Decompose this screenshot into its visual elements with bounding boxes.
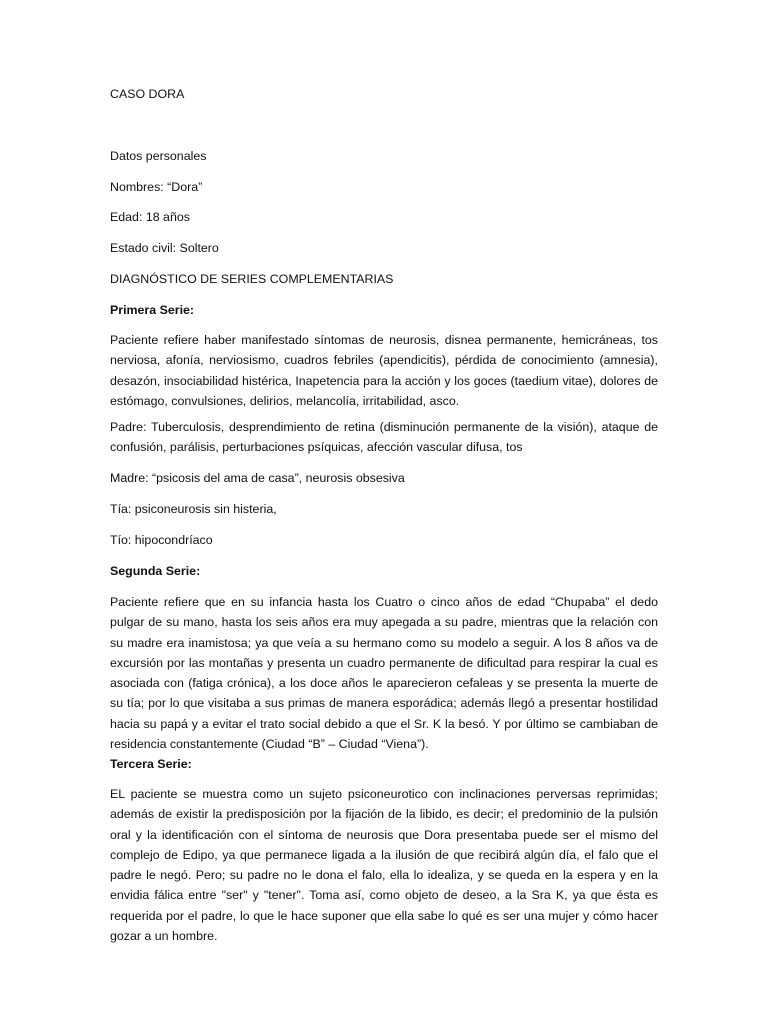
- document-title: CASO DORA: [110, 87, 185, 101]
- personal-data-heading: Datos personales: [110, 149, 207, 163]
- series2-paragraph: Paciente refiere que en su infancia hasta los Cuatro o cinco años de edad “Chupaba” el dedo pulgar de su mano, hasta los seis años era muy apegada a su padre, mientras que la relación con su madre era inamistosa; ya que veía a su hermano como su modelo a seguir. A los 8 años va de excursión por las montañas y presenta un cuadro permanente de dificultad para respirar la cual es asociada con (fatiga crónica), a los doce años le aparecieron cefaleas y se presenta la muerte de su tía; por lo que visitaba a sus primas de manera esporádica; además llegó a presentar hostilidad hacia su papá y a evitar el trato social debido a que el Sr. K la besó. Y por último se cambiaban de residencia constantemente (Ciudad “B” – Ciudad “Viena”).: [110, 595, 658, 752]
- uncle-line: Tío: hipocondríaco: [110, 533, 213, 547]
- series1-paragraph: Paciente refiere haber manifestado síntomas de neurosis, disnea permanente, hemicráneas, tos nerviosa, afonía, nerviosismo, cuadros febriles (apendicitis), pérdida de conocimiento (amnesia), desazón, insociabilidad histérica, Inapetencia para la acción y los goces (taedium vitae), dolores de estómago, convulsiones, delirios, melancolía, irritabilidad, asco.: [110, 333, 658, 408]
- name-line: Nombres: “Dora”: [110, 180, 203, 194]
- aunt-line: Tía: psiconeurosis sin histeria,: [110, 502, 277, 516]
- civil-status-line: Estado civil: Soltero: [110, 241, 219, 255]
- father-paragraph: Padre: Tuberculosis, desprendimiento de retina (disminución permanente de la visión), ataque de confusión, parálisis, perturbaciones psíquicas, afección vascular difusa, tos: [110, 420, 658, 454]
- age-line: Edad: 18 años: [110, 210, 190, 224]
- series3-paragraph: EL paciente se muestra como un sujeto psiconeurotico con inclinaciones perversas reprimidas; además de existir la predisposición por la fijación de la libido, es decir; el predominio de la pulsión oral y la identificación con el síntoma de neurosis que Dora presentaba puede ser el mismo del complejo de Edipo, ya que permanece ligada a la ilusión de que recibirá algún día, el falo que el padre le negó. Pero; su padre no le dona el falo, ella lo idealiza, y se queda en la espera y en la envidia fálica entre "ser" y "tener". Toma así, como objeto de deseo, a la Sra K, ya que ésta es requerida por el padre, lo que le hace suponer que ella sabe lo qué es ser una mujer y cómo hacer gozar a un hombre.: [110, 787, 658, 944]
- mother-line: Madre: “psicosis del ama de casa”, neurosis obsesiva: [110, 471, 405, 485]
- series1-heading: Primera Serie:: [110, 303, 195, 317]
- diagnosis-heading: DIAGNÓSTICO DE SERIES COMPLEMENTARIAS: [110, 272, 394, 286]
- series2-heading: Segunda Serie:: [110, 564, 201, 578]
- series3-heading: Tercera Serie:: [110, 757, 192, 771]
